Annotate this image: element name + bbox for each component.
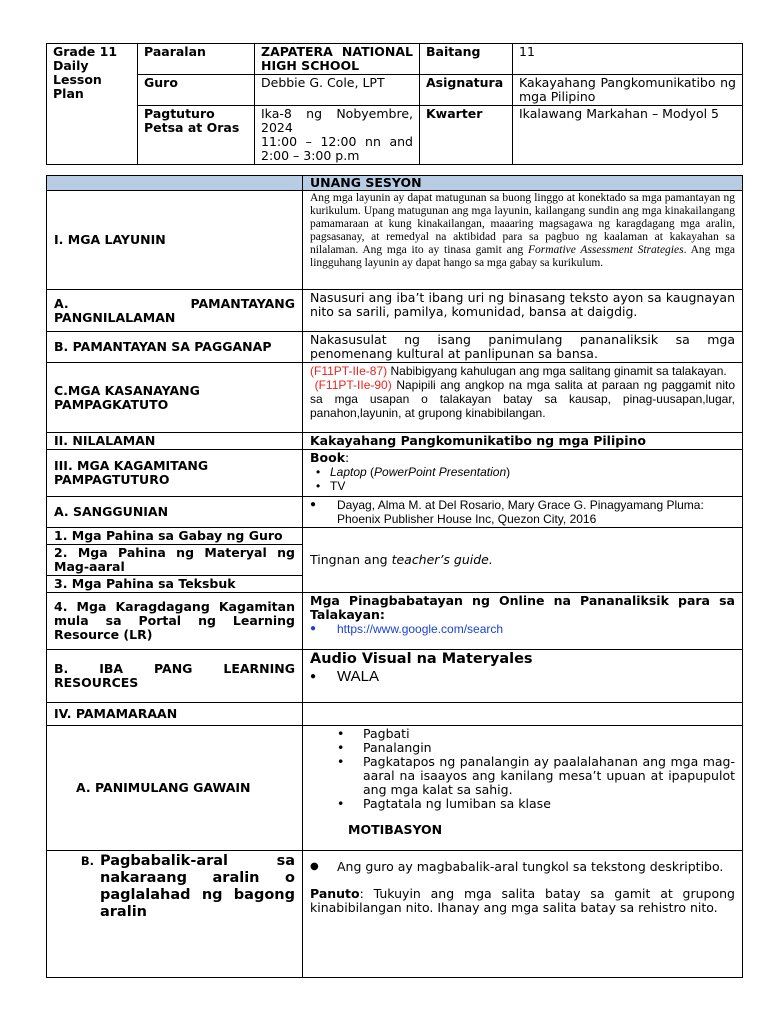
content-label: II. NILALAMAN bbox=[47, 433, 303, 450]
lr-portal-title: Mga Pinagbabatayan ng Online na Pananaliksik para sa Talakayan: bbox=[310, 593, 735, 622]
school-label: Paaralan bbox=[138, 44, 255, 75]
initial-activity-list bbox=[310, 727, 735, 811]
references-label: A. SANGGUNIAN bbox=[47, 497, 303, 528]
objectives-text-part: Ang mga layunin ay dapat matugunan sa buong linggo at konektado sa mga pamantayan ng kurikulum. Upang matugunan ang mga layunin, kailangang sundin ang mga kinakailangang pamamaraan at kung kinakailangan, maaaring magsagawa ng karagdagang mga aralin, pagsasanay, at remedyal na aktibidad para sa pagbuo ng kaalaman at kakayahan sa nilalaman. Ang mga ito ay tinasa gamit ang bbox=[310, 192, 735, 256]
session-header-blank bbox=[47, 176, 303, 191]
content-text: Kakayahang Pangkomunikatibo ng mga Pilipino bbox=[303, 433, 743, 450]
material-paren-open: ( bbox=[366, 465, 375, 479]
book-label: Book bbox=[310, 450, 346, 465]
see-guide-italic: teacher’s guide. bbox=[391, 552, 493, 567]
procedures-label: IV. PAMAMARAAN bbox=[47, 703, 303, 726]
materials-list bbox=[303, 450, 743, 497]
lr-portal-label: 4. Mga Karagdagang Kagamitan mula sa Portal ng Learning Resource (LR) bbox=[47, 593, 303, 650]
grade-value: 11 bbox=[513, 44, 743, 75]
instructions-label: Panuto bbox=[310, 886, 360, 901]
materials-book bbox=[310, 451, 735, 465]
guide-pages-label: 1. Mga Pahina sa Gabay ng Guro bbox=[47, 528, 303, 545]
header-table bbox=[46, 43, 743, 165]
content-standard-label bbox=[47, 290, 303, 332]
textbook-pages-label: 3. Mga Pahina sa Teksbuk bbox=[47, 576, 303, 593]
objectives-italic: Formative Assessment Strategies bbox=[527, 244, 684, 256]
other-resources-label bbox=[47, 650, 303, 703]
review-label-row bbox=[54, 852, 295, 921]
date-value: Ika-8 ng Nobyembre, 2024 bbox=[261, 106, 413, 135]
book-colon: : bbox=[345, 450, 350, 465]
review-label-text: Pagbabalik-aral sa nakaraang aralin o paglalahad ng bagong aralin bbox=[100, 853, 295, 920]
initial-activity-item-3: • Pagkatapos ng panalangin ay paalalahanan ang mga mag-aaral na isaayos ang kanilang mesa’t upuan at ipapupulot ang mga kalat sa sahig. bbox=[310, 755, 735, 797]
materials-label: III. MGA KAGAMITANG PAMPAGTUTURO bbox=[47, 450, 303, 497]
initial-activity-item-2: • Panalangin bbox=[310, 741, 735, 755]
objectives-text-end: . Ang mga lingguhang layunin ay dapat hango sa mga gabay sa kurikulum. bbox=[310, 244, 735, 269]
session-title: UNANG SESYON bbox=[303, 176, 743, 191]
initial-activity-item-1: • Pagbati bbox=[310, 727, 735, 741]
quarter-value: Ikalawang Markahan – Modyol 5 bbox=[513, 106, 743, 165]
procedures-blank bbox=[303, 703, 743, 726]
initial-activity-label: A. PANIMULANG GAWAIN bbox=[47, 726, 303, 851]
datetime-label: Pagtuturo Petsa at Oras bbox=[138, 106, 255, 165]
grade-label: Baitang bbox=[420, 44, 513, 75]
lesson-table bbox=[46, 175, 743, 978]
review-content bbox=[303, 851, 743, 978]
initial-activity-content bbox=[303, 726, 743, 851]
review-letter: B. bbox=[80, 854, 94, 868]
performance-standard-text: Nakasusulat ng isang panimulang pananaliksik sa mga penomenang kultural at panlipunan sa bansa. bbox=[303, 332, 743, 363]
competency-code-1: (F11PT-IIe-87) bbox=[310, 364, 388, 378]
subject-label: Asignatura bbox=[420, 75, 513, 106]
teacher-label: Guro bbox=[138, 75, 255, 106]
competency-text-2: Napipili ang angkop na mga salita at paraan ng paggamit nito sa mga usapan o talakayan batay sa kausap, pinag-uusapan,lugar, panahon,layunin, at grupong kinabibilangan. bbox=[310, 378, 735, 420]
see-guide-text bbox=[303, 528, 743, 593]
see-guide-plain: Tingnan ang bbox=[310, 552, 392, 567]
material-paren-close: ) bbox=[506, 465, 511, 479]
competency-2 bbox=[310, 378, 735, 420]
competency-1 bbox=[310, 364, 735, 378]
references-text bbox=[303, 497, 743, 528]
competencies-label: C.MGA KASANAYANG PAMPAGKATUTO bbox=[47, 363, 303, 433]
objectives-label: I. MGA LAYUNIN bbox=[47, 191, 303, 290]
competency-code-2: (F11PT-IIe-90) bbox=[314, 378, 392, 392]
lr-portal-link[interactable]: ● https://www.google.com/search bbox=[310, 622, 735, 636]
learner-pages-label: 2. Mga Pahina ng Materyal ng Mag-aaral bbox=[47, 545, 303, 576]
competency-text-1: Nabibigyang kahulugan ang mga salitang ginamit sa talakayan. bbox=[387, 364, 727, 378]
subject-value: Kakayahang Pangkomunikatibo ng mga Pilipino bbox=[513, 75, 743, 106]
material-ppt: PowerPoint Presentation bbox=[374, 465, 507, 479]
school-name: ZAPATERA NATIONAL HIGH SCHOOL bbox=[255, 44, 420, 75]
other-resources-content bbox=[303, 650, 743, 703]
plan-title: Grade 11 Daily Lesson Plan bbox=[47, 44, 138, 165]
audio-visual-item: ● WALA bbox=[310, 668, 735, 685]
review-item: ● Ang guro ay magbabalik-aral tungkol sa tekstong deskriptibo. bbox=[310, 860, 735, 874]
review-instructions bbox=[310, 887, 735, 915]
material-laptop-text: Laptop bbox=[330, 465, 367, 479]
instructions-text: : Tukuyin ang mga salita batay sa gamit at grupong kinabibilangan nito. Ihanay ang mga salita batay sa rehistro nito. bbox=[310, 886, 735, 915]
time-value: 11:00 – 12:00 nn and 2:00 – 3:00 p.m bbox=[261, 134, 413, 163]
teacher-name: Debbie G. Cole, LPT bbox=[255, 75, 420, 106]
other-resources-label-text: B. IBA PANG LEARNING RESOURCES bbox=[54, 661, 295, 690]
datetime-value bbox=[255, 106, 420, 165]
motivation-heading: MOTIBASYON bbox=[348, 822, 443, 837]
performance-standard-label: B. PAMANTAYAN SA PAGGANAP bbox=[47, 332, 303, 363]
objectives-text bbox=[303, 191, 743, 290]
competencies-text bbox=[303, 363, 743, 433]
content-standard-label-text: A. PAMANTAYANG PANGNILALAMAN bbox=[54, 295, 295, 325]
content-standard-text: Nasusuri ang iba’t ibang uri ng binasang teksto ayon sa kaugnayan nito sa sarili, pamilya, komunidad, bansa at daigdig. bbox=[303, 290, 743, 332]
initial-activity-item-4: • Pagtatala ng lumiban sa klase bbox=[310, 797, 735, 811]
quarter-label: Kwarter bbox=[420, 106, 513, 165]
audio-visual-title: Audio Visual na Materyales bbox=[310, 651, 533, 667]
material-laptop bbox=[310, 465, 735, 479]
reference-item: ● Dayag, Alma M. at Del Rosario, Mary Grace G. Pinagyamang Pluma: Phoenix Publisher House Inc, Quezon City, 2016 bbox=[310, 498, 735, 526]
material-tv: • TV bbox=[310, 479, 735, 493]
review-label bbox=[47, 851, 303, 978]
lr-portal-content bbox=[303, 593, 743, 650]
materials-bullets bbox=[310, 465, 735, 493]
